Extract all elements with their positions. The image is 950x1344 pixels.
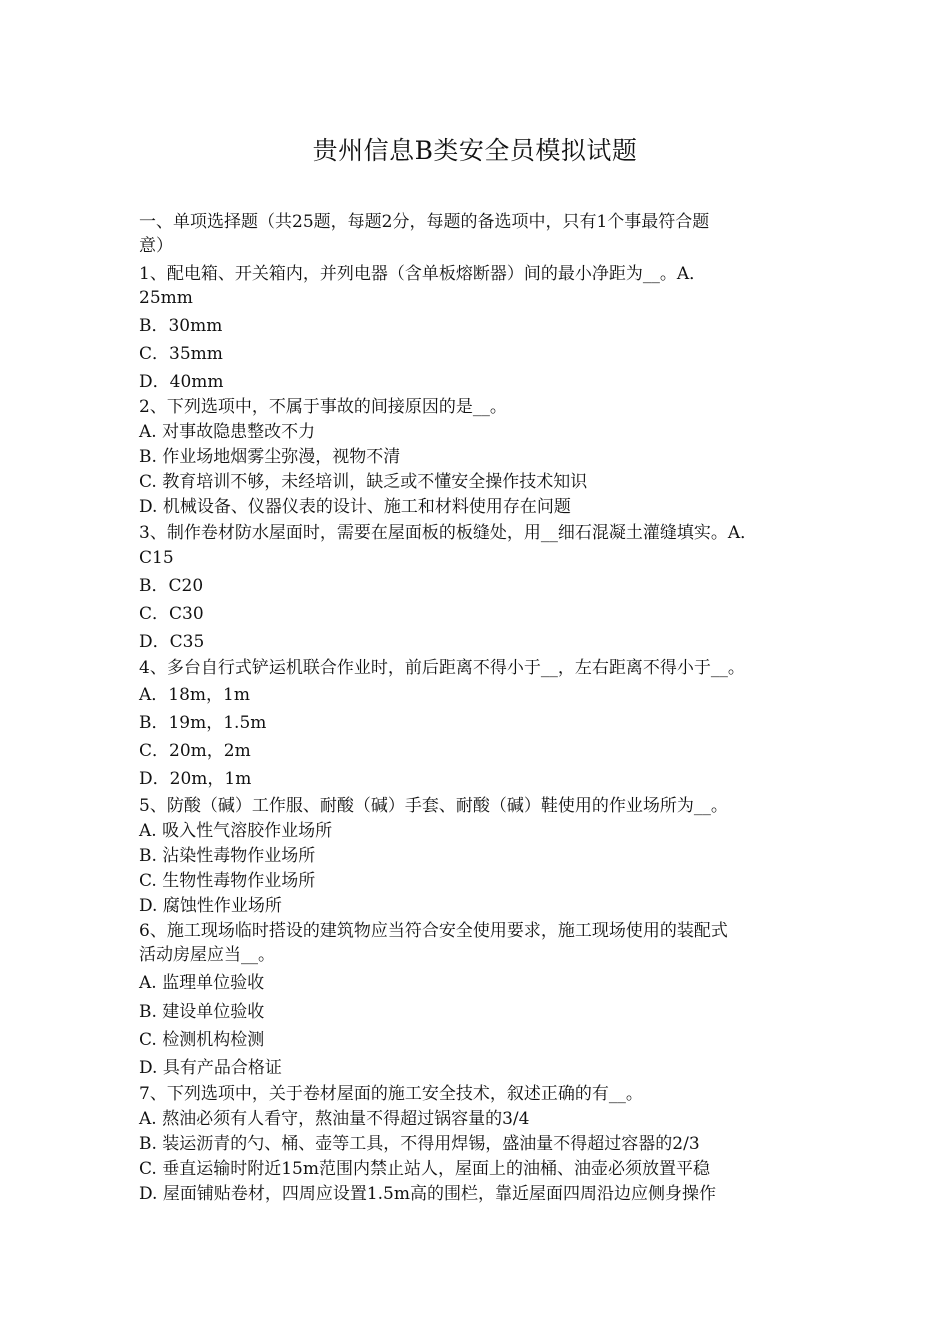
question-line: 4、多台自行式铲运机联合作业时，前后距离不得小于__，左右距离不得小于__。 (139, 658, 745, 678)
option-line: C．35mm (139, 344, 223, 364)
option-line: 25mm (139, 288, 193, 308)
section-heading-line: 意） (139, 236, 173, 256)
option-line: D. 机械设备、仪器仪表的设计、施工和材料使用存在问题 (139, 497, 571, 517)
option-line: A．18m，1m (139, 685, 250, 705)
question-line: 2、下列选项中，不属于事故的间接原因的是__。 (139, 397, 507, 417)
option-line: D. 屋面铺贴卷材，四周应设置1.5m高的围栏，靠近屋面四周沿边应侧身操作 (139, 1184, 716, 1204)
option-line: B. 建设单位验收 (139, 1002, 265, 1022)
option-line: B．30mm (139, 316, 223, 336)
option-line: D. 具有产品合格证 (139, 1058, 282, 1078)
option-line: B. 沾染性毒物作业场所 (139, 846, 316, 866)
option-line: D. 腐蚀性作业场所 (139, 896, 282, 916)
option-line: B. 装运沥青的勺、桶、壶等工具，不得用焊锡，盛油量不得超过容器的2/3 (139, 1134, 700, 1154)
option-line: C. 检测机构检测 (139, 1030, 265, 1050)
option-line: A. 吸入性气溶胶作业场所 (139, 821, 333, 841)
option-line: D．20m，1m (139, 769, 252, 789)
option-line: C．20m，2m (139, 741, 251, 761)
option-line: A. 熬油必须有人看守，熬油量不得超过锅容量的3/4 (139, 1109, 530, 1129)
option-line: D．40mm (139, 372, 224, 392)
option-line: C. 垂直运输时附近15m范围内禁止站人，屋面上的油桶、油壶必须放置平稳 (139, 1159, 710, 1179)
question-line: 活动房屋应当__。 (139, 945, 275, 965)
option-line: C. 教育培训不够，未经培训，缺乏或不懂安全操作技术知识 (139, 472, 588, 492)
page-title: 贵州信息B类安全员模拟试题 (312, 136, 638, 165)
section-heading-line: 一、单项选择题（共25题，每题2分，每题的备选项中，只有1个事最符合题 (139, 212, 710, 232)
question-line: 7、下列选项中，关于卷材屋面的施工安全技术，叙述正确的有__。 (139, 1084, 643, 1104)
question-line: 5、防酸（碱）工作服、耐酸（碱）手套、耐酸（碱）鞋使用的作业场所为__。 (139, 796, 728, 816)
option-line: C. 生物性毒物作业场所 (139, 871, 316, 891)
question-line: 1、配电箱、开关箱内，并列电器（含单板熔断器）间的最小净距为__。A． (139, 264, 707, 284)
option-line: D．C35 (139, 632, 205, 652)
question-line: 3、制作卷材防水屋面时，需要在屋面板的板缝处，用__细石混凝土灌缝填实。A． (139, 523, 758, 543)
option-line: B．19m，1.5m (139, 713, 267, 733)
option-line: C．C30 (139, 604, 204, 624)
question-line: 6、施工现场临时搭设的建筑物应当符合安全使用要求，施工现场使用的装配式 (139, 921, 728, 941)
option-line: B. 作业场地烟雾尘弥漫，视物不清 (139, 447, 401, 467)
option-line: B．C20 (139, 576, 204, 596)
option-line: A. 对事故隐患整改不力 (139, 422, 316, 442)
option-line: C15 (139, 548, 174, 568)
option-line: A. 监理单位验收 (139, 973, 265, 993)
